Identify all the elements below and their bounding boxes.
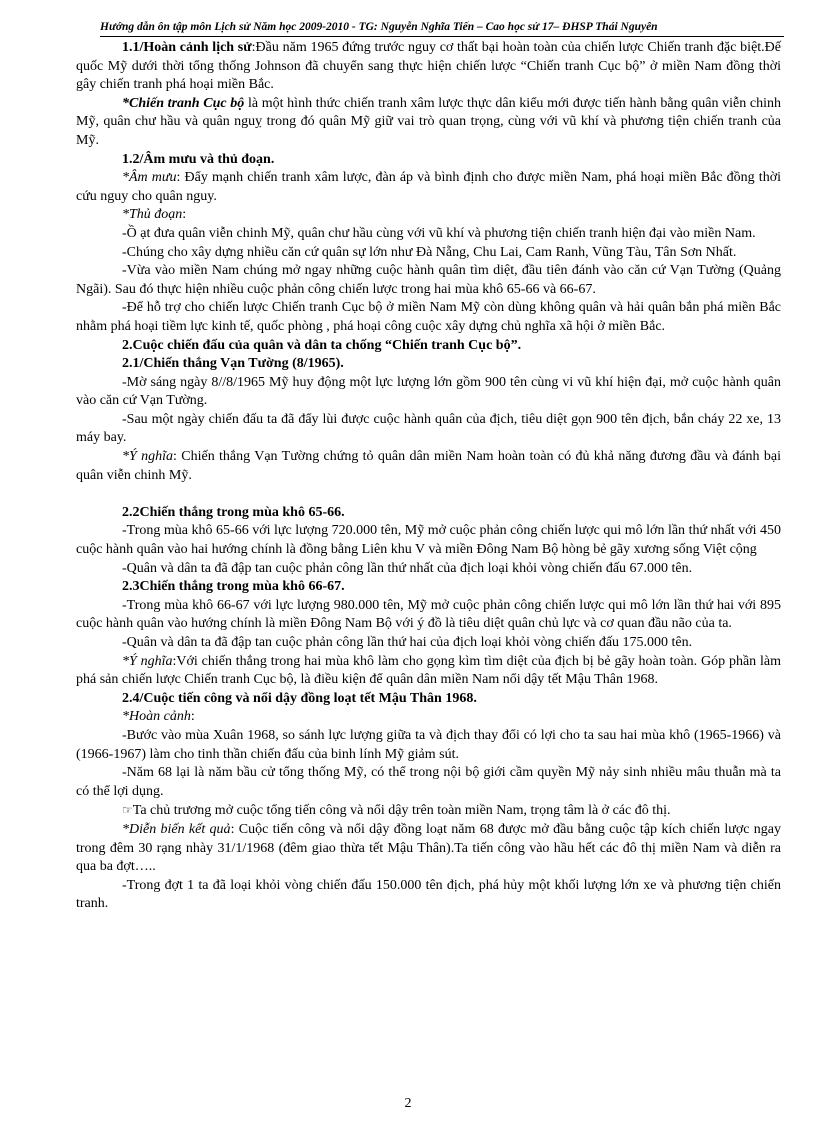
list-item: -Ồ ạt đưa quân viễn chinh Mỹ, quân chư hầu cùng với vũ khí và phương tiện chiến tranh hiện đại vào miền Nam. [122, 225, 756, 241]
list-item: -Vừa vào miền Nam chúng mở ngay những cuộc hành quân tìm diệt, đầu tiên đánh vào căn cứ Vạn Tường (Quảng Ngãi). Sau đó thực hiện nhiều cuộc phản công chiến lược trong hai mùa khô 65-66 và 66-67. [76, 263, 781, 297]
pointing-hand-icon: ☞ [122, 803, 133, 818]
paragraph-meaning-van-tuong: *Ý nghĩa: Chiến thắng Vạn Tường chứng tỏ quân dân miền Nam hoàn toàn có đủ khả năng đương đầu và đánh bại quân viễn chinh Mỹ. [76, 449, 781, 483]
list-item: -Trong mùa khô 66-67 với lực lượng 980.000 tên, Mỹ mở cuộc phản công chiến lược qui mô lớn lần thứ hai với 895 cuộc hành quân vào hướng chính là miền Đông Nam Bộ với ý đồ là tiêu diệt quân chủ lực và cơ quan đầu não của ta. [76, 597, 781, 632]
paragraph-dien-bien: *Diễn biến kết quả: Cuộc tiến công và nổi dậy đồng loạt năm 68 được mở đầu bằng cuộc tập kích chiến lược ngay trong đêm 30 rạng nhày 31/1/1968 (đêm giao thừa tết Mậu Thân).Ta tiến công vào hầu hết các đô thị miền Nam và diễn ra qua ba đợt….. [76, 821, 781, 875]
heading-2-4: 2.4/Cuộc tiến công và nổi dậy đồng loạt tết Mậu Thân 1968. [122, 690, 477, 706]
list-item: -Trong mùa khô 65-66 với lực lượng 720.000 tên, Mỹ mở cuộc phản công chiến lược qui mô lớn lần thứ nhất với 450 cuộc hành quân vào hai hướng chính là đồng bằng Liên khu V và miền Đông Nam Bộ hòng bẻ gãy xương sống Việt cộng [76, 523, 781, 558]
heading-2: 2.Cuộc chiến đấu của quân và dân ta chống “Chiến tranh Cục bộ”. [122, 337, 522, 353]
heading-2-3: 2.3Chiến thắng trong mùa khô 66-67. [122, 579, 345, 595]
paragraph-hoan-canh: *Hoàn cảnh: [122, 709, 195, 725]
list-item: -Năm 68 lại là năm bầu cử tổng thống Mỹ, có thể trong nội bộ giới cầm quyền Mỹ nảy sinh nhiều mâu thuẫn mà ta có thể lợi dụng. [76, 765, 781, 799]
term-chien-tranh-cuc-bo: *Chiến tranh Cục bộ [122, 95, 245, 111]
list-item: -Quân và dân ta đã đập tan cuộc phản công lần thứ hai của địch loại khỏi vòng chiến đấu 175.000 tên. [122, 635, 693, 650]
paragraph-thu-doan: *Thủ đoạn: [122, 207, 187, 223]
list-item: -Bước vào mùa Xuân 1968, so sánh lực lượng giữa ta và địch thay đổi có lợi cho ta sau hai mùa khô (1965-1966) và (1966-1967) làm cho tinh thần chiến đấu của binh lính Mỹ giảm sút. [76, 727, 781, 762]
heading-2-1: 2.1/Chiến thắng Vạn Tường (8/1965). [122, 356, 344, 372]
document-body [76, 39, 781, 914]
paragraph-context: 1.1/Hoàn cảnh lịch sử:Đầu năm 1965 đứng trước nguy cơ thất bại hoàn toàn của chiến lược Chiến tranh đặc biệt.Đế quốc Mỹ dưới thời tổng thống Johnson đã chuyển sang thực hiện chiến lược “Chiến tranh Cục bộ” ở miền Nam đồng thời gây chiến tranh phá hoại miền Bắc. [76, 40, 781, 93]
label-y-nghia: *Ý nghĩa [122, 653, 173, 669]
paragraph-definition: *Chiến tranh Cục bộ là một hình thức chiến tranh xâm lược thực dân kiểu mới được tiến hành bằng quân viễn chinh Mỹ, quân chư hầu và quân nguỵ trong đó quân Mỹ giữ vai trò quan trọng, cùng với vũ khí và phương tiện chiến tranh của Mỹ. [76, 95, 782, 148]
heading-1-2: 1.2/Âm mưu và thủ đoạn. [122, 151, 275, 167]
list-item: -Trong đợt 1 ta đã loại khỏi vòng chiến đấu 150.000 tên địch, phá hủy một khối lượng lớn xe và phương tiện chiến tranh. [76, 877, 781, 912]
page-header: Hướng dẫn ôn tập môn Lịch sử Năm học 2009-2010 - TG: Nguyễn Nghĩa Tiến – Cao học sử 17– ĐHSP Thái Nguyên [100, 21, 658, 33]
paragraph-meaning-dry-seasons: *Ý nghĩa:Với chiến thắng trong hai mùa khô làm cho gọng kìm tìm diệt của địch bị bẻ gãy hoàn toàn. Góp phần làm phá sản chiến lược Chiến tranh Cục bộ, là điều kiện để quân dân miền Nam nổi dậy tết Mậu Thân 1968. [76, 653, 781, 688]
paragraph-chu-truong: ☞Ta chủ trương mở cuộc tổng tiến công và nổi dậy trên toàn miền Nam, trọng tâm là ở các đô thị. [122, 803, 671, 819]
list-item: -Mờ sáng ngày 8//8/1965 Mỹ huy động một lực lượng lớn gồm 900 tên cùng vi vũ khí hiện đại, mở cuộc hành quân vào căn cứ Vạn Tường. [76, 374, 781, 409]
paragraph-am-muu: *Âm mưu: Đẩy mạnh chiến tranh xâm lược, đàn áp và bình định cho được miền Nam, phá hoại miền Bắc đồng thời cứu nguy cho quân nguy. [76, 170, 781, 204]
label-dien-bien: *Diễn biến kết quả [122, 821, 231, 837]
header-rule [100, 36, 784, 37]
label-hoan-canh: *Hoàn cảnh [122, 709, 191, 725]
label-y-nghia: *Ý nghĩa [122, 449, 174, 465]
page-number: 2 [404, 1096, 412, 1111]
heading-2-2: 2.2Chiến thắng trong mùa khô 65-66. [122, 504, 345, 520]
list-item: -Quân và dân ta đã đập tan cuộc phản công lần thứ nhất của địch loại khỏi vòng chiến đấu 67.000 tên. [122, 560, 693, 576]
heading-1-1: 1.1/Hoàn cảnh lịch sử [122, 40, 252, 55]
list-item: -Sau một ngày chiến đấu ta đã đẩy lùi được cuộc hành quân của địch, tiêu diệt gọn 900 tên địch, bắn cháy 22 xe, 13 máy bay. [76, 411, 781, 446]
label-thu-doan: *Thủ đoạn [122, 207, 183, 223]
list-item: -Chúng cho xây dựng nhiều căn cứ quân sự lớn như Đà Nẵng, Chu Lai, Cam Ranh, Vũng Tàu, Tân Sơn Nhất. [122, 244, 737, 260]
list-item: -Để hỗ trợ cho chiến lược Chiến tranh Cục bộ ở miền Nam Mỹ còn dùng không quân và hải quân bắn phá miền Bắc nhằm phá hoại tiềm lực kinh tế, quốc phòng , phá hoại công cuộc xây dựng chủ nghĩa xã hội ở miền Bắc. [76, 300, 781, 334]
label-am-muu: *Âm mưu [122, 170, 177, 186]
